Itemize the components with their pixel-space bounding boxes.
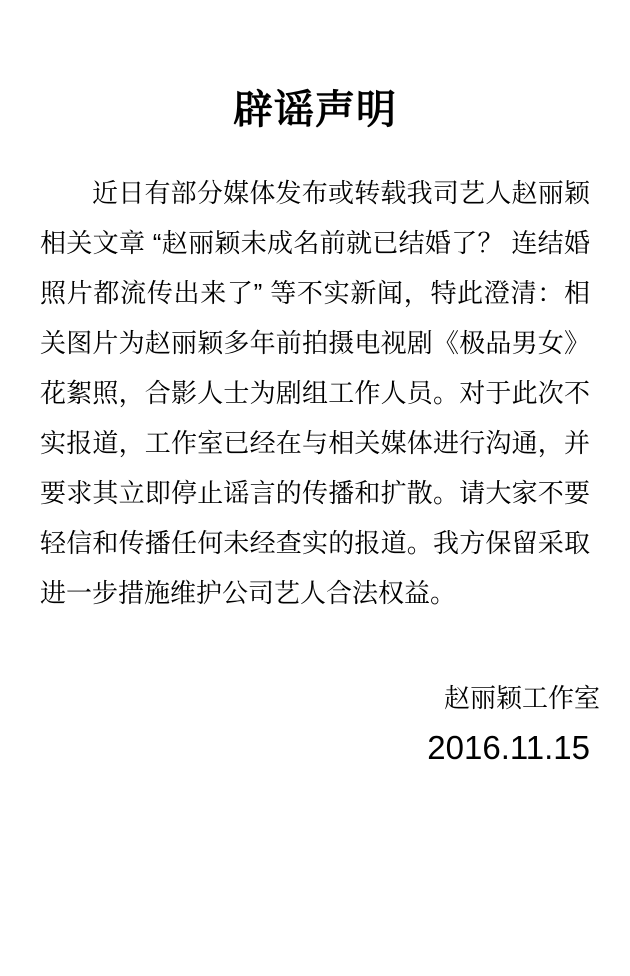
statement-line: 照片都流传出来了” 等不实新闻，特此澄清：相 [40,278,590,308]
statement-line: 关图片为赵丽颖多年前拍摄电视剧《极品男女》 [40,328,590,358]
statement-body [40,168,590,618]
statement-line: 进一步措施维护公司艺人合法权益。 [40,578,457,608]
statement-page [0,86,630,976]
statement-date: 2016.11.15 [427,729,590,766]
page-title: 辟谣声明 [233,88,397,132]
statement-line: 轻信和传播任何未经查实的报道。我方保留采取 [40,528,590,558]
statement-line: 要求其立即停止谣言的传播和扩散。请大家不要 [40,478,590,508]
statement-line: 实报道，工作室已经在与相关媒体进行沟通，并 [40,428,590,458]
statement-line: 花絮照，合影人士为剧组工作人员。对于此次不 [40,378,590,408]
statement-line: 相关文章 “赵丽颖未成名前就已结婚了？ 连结婚 [40,228,590,258]
statement-line: 近日有部分媒体发布或转载我司艺人赵丽颖 [92,178,590,208]
signature: 赵丽颖工作室 [443,683,600,713]
